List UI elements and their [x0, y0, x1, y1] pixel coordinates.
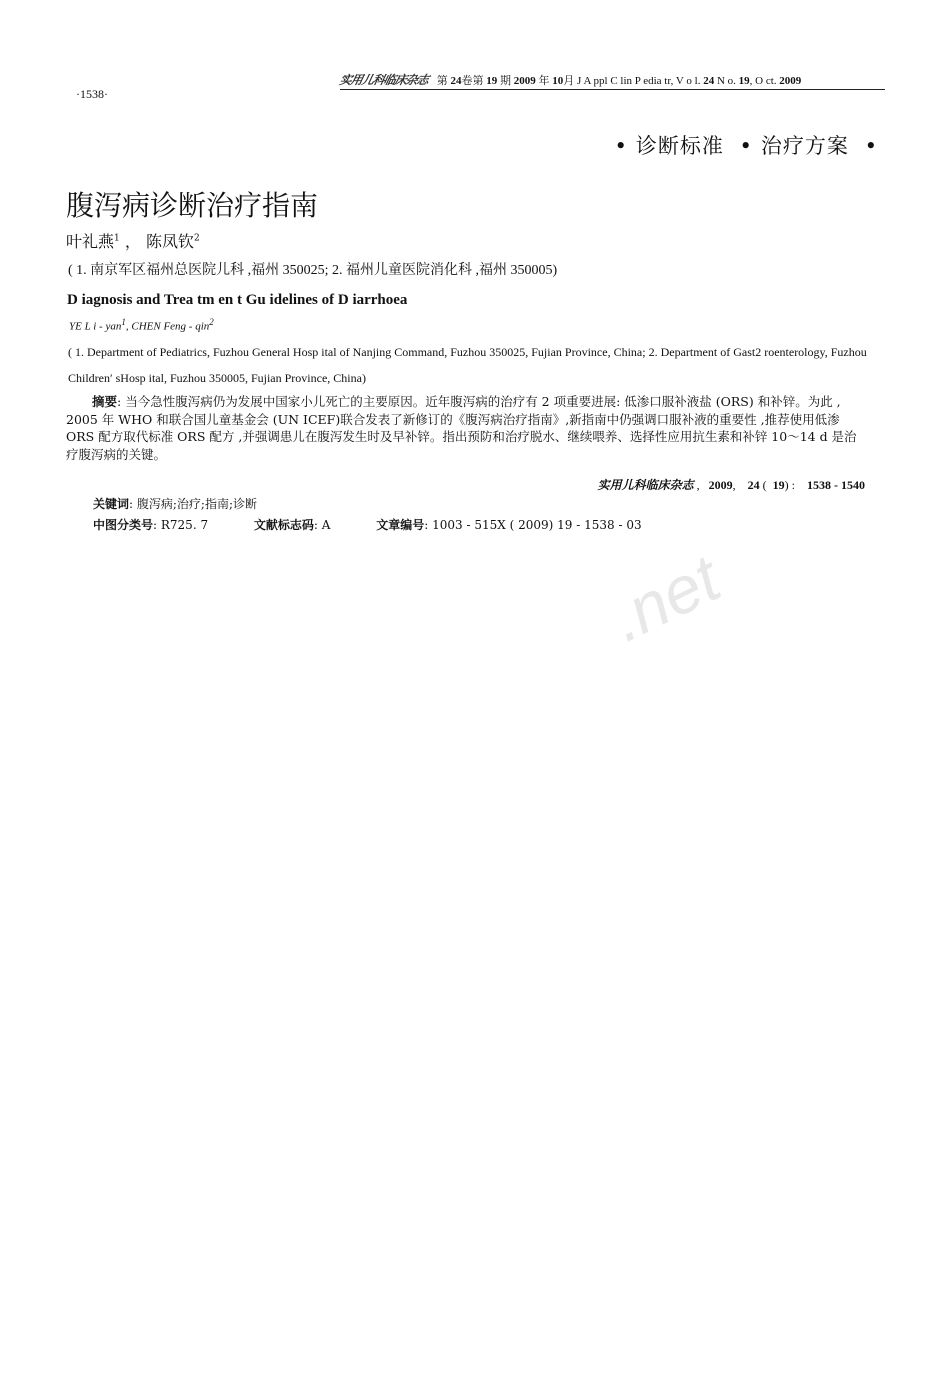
citation-issue: 19 — [772, 478, 785, 492]
article-title-en: D iagnosis and Trea tm en t Gu idelines of D iarrhoea — [67, 292, 408, 308]
author-name: YE L i - yan — [69, 320, 122, 333]
citation-year: 2009 — [708, 478, 733, 492]
header-text: 月 — [563, 75, 575, 87]
header-year-en: 2009 — [779, 75, 802, 87]
author-name: CHEN Feng - qin — [131, 320, 210, 333]
author-superscript: 2 — [193, 233, 200, 244]
header-text: , O ct. — [749, 75, 777, 87]
header-text: 卷第 — [461, 75, 484, 87]
author-superscript: 1 — [114, 233, 120, 244]
author-superscript: 1 — [121, 317, 126, 327]
citation-volume: 24 — [747, 478, 760, 492]
header-month: 10 — [552, 75, 564, 87]
clc-group — [93, 518, 208, 532]
separator: , — [125, 320, 132, 333]
citation — [598, 476, 865, 493]
header-vol-en: 24 — [703, 75, 715, 87]
separator: ( — [759, 478, 773, 492]
separator: , — [732, 478, 748, 492]
separator: ， — [124, 232, 141, 251]
author-name: 叶礼燕 — [66, 232, 115, 251]
separator: ) : — [784, 478, 807, 492]
abstract-text: : 当今急性腹泻病仍为发展中国家小儿死亡的主要原因。近年腹泻病的治疗有 2 项重要进展: 低渗口服补液盐 (ORS) 和补锌。为此 , 2005 年 WHO 和联合国儿童基金会 (UN ICEF)联合发表了新修订的《腹泻病治疗指南》,新指南中仍强调口服补液的重要性 ,推荐使用低渗 ORS 配方取代标准 ORS 配方 ,并强调患儿在腹泻发生时及早补锌。指出预防和治疗脱水、继续喂养、选择性应用抗生素和补锌 10～14 d 是治疗腹泻病的关键。 — [66, 394, 857, 462]
article-number-label: 文章编号 — [376, 518, 425, 532]
header-text: 第 — [436, 75, 448, 87]
citation-journal: 实用儿科临床杂志 — [597, 478, 694, 492]
watermark: .net — [599, 540, 731, 656]
header-no-en: 19 — [738, 75, 750, 87]
section-item: 治疗方案 — [760, 134, 849, 158]
keywords-label: 关键词 — [93, 497, 130, 511]
article-number-value: : 1003 - 515X ( 2009) 19 - 1538 - 03 — [424, 518, 642, 532]
affiliation-en: ( 1. Department of Pediatrics, Fuzhou General Hosp ital of Nanjing Command, Fuzhou 350025, Fujian Province, China; 2. Department of Gast2 roenterology, Fuzhou Children′ sHosp ital, Fuzhou 350005, Fujian Province, China) — [68, 345, 867, 385]
affiliation-cn: ( 1. 南京军区福州总医院儿科 ,福州 350025; 2. 福州儿童医院消化科 ,福州 350005) — [68, 263, 558, 278]
clc-label: 中图分类号 — [93, 518, 154, 532]
doc-code-value: : A — [313, 518, 331, 532]
page-number: ·1538· — [76, 87, 108, 101]
header-issue: 19 — [486, 75, 498, 87]
citation-pages: 1538 - 1540 — [807, 478, 865, 492]
article-number-group — [376, 518, 641, 532]
doc-code-group — [254, 518, 331, 532]
header-text: N o. — [716, 75, 736, 87]
bullet: • — [864, 134, 878, 158]
keywords — [93, 495, 257, 512]
header-text: 期 — [500, 75, 512, 87]
keywords-value: : 腹泻病;治疗;指南;诊断 — [129, 497, 258, 511]
doc-code-label: 文献标志码 — [253, 518, 314, 532]
abstract-label: 摘要 — [92, 394, 118, 409]
section-heading — [606, 130, 886, 160]
header-volume: 24 — [450, 75, 462, 87]
bullet: • — [739, 134, 753, 158]
bullet: • — [614, 134, 628, 158]
authors-cn — [66, 229, 200, 252]
author-name: 陈凤钦 — [145, 232, 194, 251]
header-text: 年 — [538, 75, 550, 87]
author-superscript: 2 — [209, 317, 214, 327]
abstract — [66, 393, 866, 463]
journal-logo: 实用儿科临床杂志 — [338, 73, 430, 87]
clc-value: : R725. 7 — [153, 518, 209, 532]
article-title: 腹泻病诊断治疗指南 — [66, 189, 319, 222]
section-item: 诊断标准 — [635, 134, 724, 158]
running-header — [340, 71, 885, 90]
header-year: 2009 — [513, 75, 536, 87]
classification — [93, 516, 642, 533]
separator: , — [693, 478, 709, 492]
header-journal-en: J A ppl C lin P edia tr, V o l. — [577, 75, 701, 87]
authors-en — [69, 317, 214, 333]
